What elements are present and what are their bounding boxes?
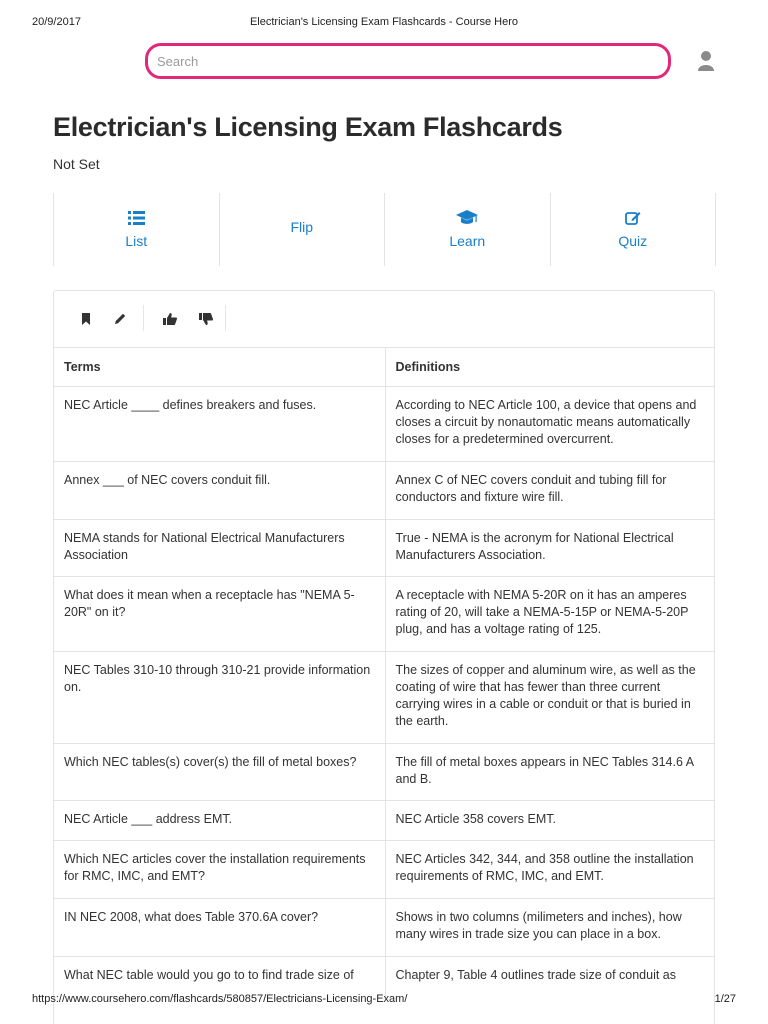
- tab-quiz[interactable]: [551, 193, 717, 266]
- tab-learn[interactable]: [385, 193, 551, 266]
- print-header: [0, 16, 768, 32]
- print-document-title: Electrician's Licensing Exam Flashcards - Course Hero: [249, 16, 519, 28]
- term-cell: NEMA stands for National Electrical Manufacturers Association: [54, 520, 385, 577]
- search-input[interactable]: [157, 54, 642, 69]
- term-cell: NEC Article ____ defines breakers and fuses.: [54, 387, 385, 462]
- definition-cell: NEC Article 358 covers EMT.: [385, 801, 714, 841]
- tab-list-label: List: [125, 232, 148, 249]
- term-cell: NEC Tables 310-10 through 310-21 provide information on.: [54, 652, 385, 744]
- term-cell: What NEC table would you go to to find trade size of: [54, 957, 385, 997]
- flashcard-table-panel: [53, 290, 715, 1024]
- flashcard-table: [54, 348, 714, 997]
- column-header-terms: Terms: [54, 348, 385, 387]
- print-date: 20/9/2017: [32, 16, 81, 28]
- table-row: [54, 387, 714, 462]
- page-subtitle: Not Set: [53, 156, 100, 172]
- print-page-number: 1/27: [714, 993, 736, 1005]
- definition-cell: Shows in two columns (milimeters and inches), how many wires in trade size you can place in a box.: [385, 899, 714, 957]
- definition-cell: A receptacle with NEMA 5-20R on it has an amperes rating of 20, will take a NEMA-5-15P or NEMA-5-20P plug, and has a voltage rating of 125.: [385, 577, 714, 652]
- table-row: [54, 652, 714, 744]
- print-url: https://www.coursehero.com/flashcards/580857/Electricians-Licensing-Exam/: [32, 993, 408, 1005]
- page-title: Electrician's Licensing Exam Flashcards: [53, 112, 563, 142]
- tab-quiz-label: Quiz: [618, 233, 648, 249]
- toolbar-divider: [143, 305, 144, 331]
- table-row: [54, 744, 714, 801]
- list-icon: [128, 211, 145, 225]
- thumbs-up-icon[interactable]: [162, 311, 178, 327]
- tab-learn-label: Learn: [449, 233, 486, 249]
- term-cell: Which NEC articles cover the installation requirements for RMC, IMC, and EMT?: [54, 841, 385, 899]
- definition-cell: Chapter 9, Table 4 outlines trade size of conduit as: [395, 968, 676, 982]
- term-cell: What does it mean when a receptacle has "NEMA 5-20R" on it?: [54, 577, 385, 652]
- search-box[interactable]: [145, 43, 671, 79]
- table-row: [54, 957, 714, 997]
- edit-icon: [625, 210, 641, 225]
- table-row: [54, 462, 714, 520]
- graduation-cap-icon: [456, 210, 478, 225]
- table-row: [54, 520, 714, 577]
- term-cell: Which NEC tables(s) cover(s) the fill of metal boxes?: [54, 744, 385, 801]
- table-row: [54, 577, 714, 652]
- study-mode-tabs: [53, 193, 716, 266]
- definition-cell: The sizes of copper and aluminum wire, as well as the coating of wire that has fewer than three current carrying wires in a cable or conduit or that is buried in the earth.: [385, 652, 714, 744]
- table-header-row: [54, 348, 714, 387]
- card-toolbar: [54, 291, 714, 348]
- user-icon[interactable]: [697, 50, 715, 72]
- definition-cell: True - NEMA is the acronym for National Electrical Manufacturers Association.: [385, 520, 714, 577]
- table-row: [54, 841, 714, 899]
- table-row: [54, 899, 714, 957]
- thumbs-down-icon[interactable]: [198, 311, 214, 327]
- tab-flip[interactable]: [220, 193, 386, 266]
- bookmark-icon[interactable]: [78, 311, 94, 327]
- pencil-icon[interactable]: [112, 311, 128, 327]
- definition-cell: NEC Articles 342, 344, and 358 outline the installation requirements of RMC, IMC, and EMT.: [385, 841, 714, 899]
- definition-cell: Annex C of NEC covers conduit and tubing fill for conductors and fixture wire fill.: [385, 462, 714, 520]
- column-header-definitions: Definitions: [385, 348, 714, 387]
- definition-cell: The fill of metal boxes appears in NEC Tables 314.6 A and B.: [385, 744, 714, 801]
- term-cell: NEC Article ___ address EMT.: [54, 801, 385, 841]
- table-row: [54, 801, 714, 841]
- toolbar-divider: [225, 305, 226, 331]
- term-cell: Annex ___ of NEC covers conduit fill.: [54, 462, 385, 520]
- tab-flip-label: Flip: [290, 218, 314, 235]
- definition-cell: According to NEC Article 100, a device that opens and closes a circuit by nonautomatic means automatically closes for a predetermined overcurrent.: [385, 387, 714, 462]
- tab-list[interactable]: [54, 193, 220, 266]
- term-cell: IN NEC 2008, what does Table 370.6A cover?: [54, 899, 385, 957]
